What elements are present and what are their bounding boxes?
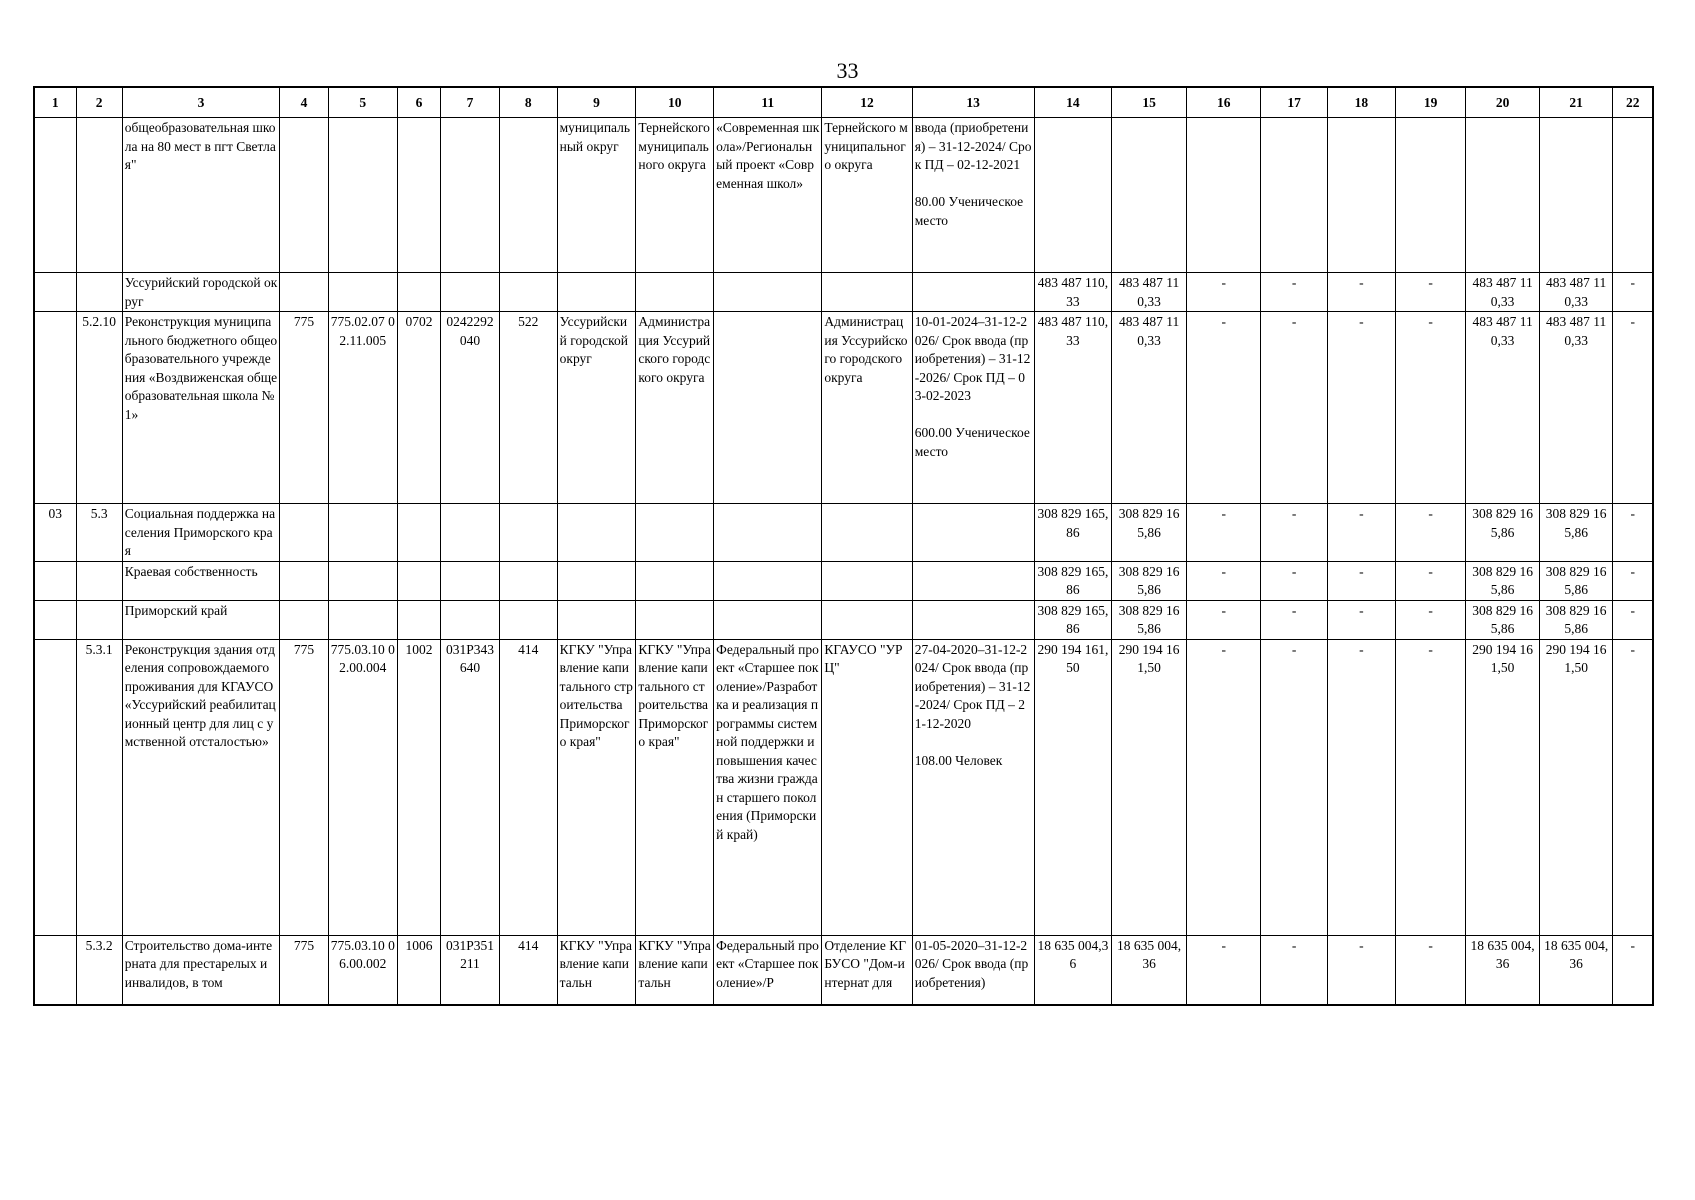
table-cell-col-22 bbox=[1613, 118, 1653, 273]
table-row bbox=[34, 935, 1653, 1005]
table-cell-col-16: - bbox=[1186, 504, 1261, 562]
table-row bbox=[34, 118, 1653, 273]
column-header-10: 10 bbox=[636, 87, 714, 118]
table-cell-col-6 bbox=[397, 504, 440, 562]
column-header-11: 11 bbox=[714, 87, 822, 118]
table-cell-col-16: - bbox=[1186, 561, 1261, 600]
table-cell-col-2: 5.2.10 bbox=[76, 312, 122, 504]
table-cell-col-17: - bbox=[1261, 935, 1327, 1005]
table-cell-col-21: 483 487 110,33 bbox=[1539, 273, 1613, 312]
table-cell-col-18: - bbox=[1327, 639, 1395, 935]
table-cell-col-19: - bbox=[1395, 600, 1465, 639]
table-cell-col-13 bbox=[912, 600, 1034, 639]
table-cell-col-16: - bbox=[1186, 312, 1261, 504]
table-cell-col-21: 308 829 165,86 bbox=[1539, 561, 1613, 600]
table-cell-col-19 bbox=[1395, 118, 1465, 273]
table-cell-col-16: - bbox=[1186, 273, 1261, 312]
table-cell-col-1 bbox=[34, 600, 76, 639]
table-cell-col-14: 308 829 165,86 bbox=[1034, 600, 1112, 639]
table-cell-col-13: 01-05-2020–31-12-2026/ Срок ввода (приобретения) bbox=[912, 935, 1034, 1005]
table-cell-col-20: 308 829 165,86 bbox=[1466, 561, 1540, 600]
table-cell-col-8 bbox=[499, 504, 557, 562]
table-cell-col-10 bbox=[636, 600, 714, 639]
table-cell-col-22: - bbox=[1613, 600, 1653, 639]
table-cell-col-18: - bbox=[1327, 935, 1395, 1005]
table-cell-col-1 bbox=[34, 273, 76, 312]
table-cell-col-8 bbox=[499, 561, 557, 600]
table-cell-col-21: 308 829 165,86 bbox=[1539, 600, 1613, 639]
table-cell-col-20 bbox=[1466, 118, 1540, 273]
table-cell-col-22: - bbox=[1613, 312, 1653, 504]
table-cell-col-20: 483 487 110,33 bbox=[1466, 312, 1540, 504]
column-header-2: 2 bbox=[76, 87, 122, 118]
table-row bbox=[34, 561, 1653, 600]
table-cell-col-1 bbox=[34, 561, 76, 600]
table-header-row bbox=[34, 87, 1653, 118]
table-cell-col-4: 775 bbox=[280, 935, 328, 1005]
table-cell-col-19: - bbox=[1395, 273, 1465, 312]
table-cell-col-3: Уссурийский городской округ bbox=[122, 273, 280, 312]
table-cell-col-8 bbox=[499, 600, 557, 639]
table-cell-col-12 bbox=[822, 561, 912, 600]
table-cell-col-15: 308 829 165,86 bbox=[1112, 600, 1187, 639]
table-cell-col-14 bbox=[1034, 118, 1112, 273]
table-cell-col-12 bbox=[822, 273, 912, 312]
table-cell-col-14: 308 829 165,86 bbox=[1034, 504, 1112, 562]
table-cell-col-22: - bbox=[1613, 504, 1653, 562]
table-row bbox=[34, 312, 1653, 504]
column-header-12: 12 bbox=[822, 87, 912, 118]
table-cell-col-11: «Современная школа»/Региональный проект «Современная школ» bbox=[714, 118, 822, 273]
table-cell-col-18: - bbox=[1327, 312, 1395, 504]
column-header-14: 14 bbox=[1034, 87, 1112, 118]
table-cell-col-15: 308 829 165,86 bbox=[1112, 504, 1187, 562]
table-cell-col-15 bbox=[1112, 118, 1187, 273]
table-cell-col-20: 308 829 165,86 bbox=[1466, 504, 1540, 562]
table-cell-col-16: - bbox=[1186, 935, 1261, 1005]
table-cell-col-9: КГКУ "Управление капитального строительства Приморского края" bbox=[557, 639, 636, 935]
table-cell-col-10 bbox=[636, 504, 714, 562]
table-cell-col-3: Реконструкция здания отделения сопровождаемого проживания для КГАУСО «Уссурийский реабилитационный центр для лиц с умственной отсталостью» bbox=[122, 639, 280, 935]
table-cell-col-14: 483 487 110,33 bbox=[1034, 312, 1112, 504]
table-cell-col-4: 775 bbox=[280, 312, 328, 504]
table-cell-col-6: 1002 bbox=[397, 639, 440, 935]
table-cell-col-15: 290 194 161,50 bbox=[1112, 639, 1187, 935]
table-cell-col-10: Тернейского муниципального округа bbox=[636, 118, 714, 273]
table-cell-col-9 bbox=[557, 504, 636, 562]
table-cell-col-10: КГКУ "Управление капитальн bbox=[636, 935, 714, 1005]
column-header-4: 4 bbox=[280, 87, 328, 118]
table-cell-col-7 bbox=[441, 118, 500, 273]
table-cell-col-15: 18 635 004,36 bbox=[1112, 935, 1187, 1005]
table-cell-col-22: - bbox=[1613, 273, 1653, 312]
table-cell-col-14: 483 487 110,33 bbox=[1034, 273, 1112, 312]
table-cell-col-2 bbox=[76, 600, 122, 639]
table-cell-col-13: ввода (приобретения) – 31-12-2024/ Срок ПД – 02-12-2021 80.00 Ученическое место bbox=[912, 118, 1034, 273]
table-cell-col-9: муниципальный округ bbox=[557, 118, 636, 273]
table-cell-col-5 bbox=[328, 600, 397, 639]
table-cell-col-7: 031Р343640 bbox=[441, 639, 500, 935]
table-cell-col-21: 483 487 110,33 bbox=[1539, 312, 1613, 504]
table-cell-col-18: - bbox=[1327, 504, 1395, 562]
table-cell-col-18 bbox=[1327, 118, 1395, 273]
table-cell-col-5: 775.03.10 06.00.002 bbox=[328, 935, 397, 1005]
column-header-5: 5 bbox=[328, 87, 397, 118]
column-header-22: 22 bbox=[1613, 87, 1653, 118]
column-header-20: 20 bbox=[1466, 87, 1540, 118]
table-cell-col-17: - bbox=[1261, 600, 1327, 639]
table-cell-col-2 bbox=[76, 118, 122, 273]
table-cell-col-22: - bbox=[1613, 561, 1653, 600]
table-cell-col-22: - bbox=[1613, 935, 1653, 1005]
table-cell-col-21: 290 194 161,50 bbox=[1539, 639, 1613, 935]
table-cell-col-19: - bbox=[1395, 561, 1465, 600]
table-cell-col-5 bbox=[328, 273, 397, 312]
table-cell-col-16 bbox=[1186, 118, 1261, 273]
column-header-9: 9 bbox=[557, 87, 636, 118]
table-cell-col-8: 414 bbox=[499, 639, 557, 935]
table-cell-col-16: - bbox=[1186, 639, 1261, 935]
table-cell-col-11: Федеральный проект «Старшее поколение»/Р bbox=[714, 935, 822, 1005]
table-cell-col-3: Строительство дома-интерната для престарелых и инвалидов, в том bbox=[122, 935, 280, 1005]
table-cell-col-5 bbox=[328, 561, 397, 600]
table-cell-col-4 bbox=[280, 561, 328, 600]
table-cell-col-5 bbox=[328, 118, 397, 273]
table-cell-col-4: 775 bbox=[280, 639, 328, 935]
table-cell-col-4 bbox=[280, 504, 328, 562]
table-row bbox=[34, 504, 1653, 562]
table-cell-col-9 bbox=[557, 600, 636, 639]
table-cell-col-3: общеобразовательная школа на 80 мест в пгт Светлая" bbox=[122, 118, 280, 273]
table-cell-col-12 bbox=[822, 600, 912, 639]
table-cell-col-6: 0702 bbox=[397, 312, 440, 504]
table-cell-col-9 bbox=[557, 561, 636, 600]
table-cell-col-3: Приморский край bbox=[122, 600, 280, 639]
column-header-18: 18 bbox=[1327, 87, 1395, 118]
table-cell-col-4 bbox=[280, 600, 328, 639]
table-cell-col-7 bbox=[441, 561, 500, 600]
table-cell-col-1 bbox=[34, 935, 76, 1005]
table-cell-col-4 bbox=[280, 273, 328, 312]
table-cell-col-20: 308 829 165,86 bbox=[1466, 600, 1540, 639]
table-cell-col-12: КГАУСО "УРЦ" bbox=[822, 639, 912, 935]
table-cell-col-6 bbox=[397, 561, 440, 600]
table-cell-col-9: Уссурийский городской округ bbox=[557, 312, 636, 504]
column-header-21: 21 bbox=[1539, 87, 1613, 118]
table-cell-col-17: - bbox=[1261, 312, 1327, 504]
table-cell-col-3: Краевая собственность bbox=[122, 561, 280, 600]
table-cell-col-11: Федеральный проект «Старшее поколение»/Разработка и реализация программы системной поддержки и повышения качества жизни граждан старшего поколения (Приморский край) bbox=[714, 639, 822, 935]
table-cell-col-17: - bbox=[1261, 639, 1327, 935]
column-header-1: 1 bbox=[34, 87, 76, 118]
table-cell-col-2: 5.3.1 bbox=[76, 639, 122, 935]
table-cell-col-15: 483 487 110,33 bbox=[1112, 273, 1187, 312]
table-cell-col-7 bbox=[441, 504, 500, 562]
table-cell-col-13 bbox=[912, 561, 1034, 600]
table-cell-col-14: 290 194 161,50 bbox=[1034, 639, 1112, 935]
table-cell-col-6 bbox=[397, 273, 440, 312]
table-cell-col-15: 308 829 165,86 bbox=[1112, 561, 1187, 600]
table-cell-col-14: 308 829 165,86 bbox=[1034, 561, 1112, 600]
budget-table bbox=[33, 86, 1654, 1006]
table-cell-col-2: 5.3.2 bbox=[76, 935, 122, 1005]
table-cell-col-11 bbox=[714, 561, 822, 600]
table-cell-col-12 bbox=[822, 504, 912, 562]
table-cell-col-8: 414 bbox=[499, 935, 557, 1005]
table-row bbox=[34, 639, 1653, 935]
table-cell-col-18: - bbox=[1327, 273, 1395, 312]
column-header-16: 16 bbox=[1186, 87, 1261, 118]
column-header-6: 6 bbox=[397, 87, 440, 118]
page-number: 33 bbox=[836, 58, 859, 83]
table-cell-col-7: 031Р351211 bbox=[441, 935, 500, 1005]
table-cell-col-8 bbox=[499, 273, 557, 312]
table-cell-col-3: Социальная поддержка населения Приморского края bbox=[122, 504, 280, 562]
table-cell-col-5: 775.02.07 02.11.005 bbox=[328, 312, 397, 504]
column-header-19: 19 bbox=[1395, 87, 1465, 118]
table-cell-col-6: 1006 bbox=[397, 935, 440, 1005]
table-cell-col-9 bbox=[557, 273, 636, 312]
table-cell-col-6 bbox=[397, 600, 440, 639]
table-cell-col-13 bbox=[912, 273, 1034, 312]
table-body bbox=[34, 118, 1653, 1006]
table-cell-col-21: 308 829 165,86 bbox=[1539, 504, 1613, 562]
table-cell-col-17: - bbox=[1261, 504, 1327, 562]
table-cell-col-18: - bbox=[1327, 600, 1395, 639]
table-cell-col-21: 18 635 004,36 bbox=[1539, 935, 1613, 1005]
table-cell-col-2 bbox=[76, 561, 122, 600]
column-header-13: 13 bbox=[912, 87, 1034, 118]
table-cell-col-2: 5.3 bbox=[76, 504, 122, 562]
table-cell-col-11 bbox=[714, 600, 822, 639]
table-cell-col-15: 483 487 110,33 bbox=[1112, 312, 1187, 504]
table-cell-col-17: - bbox=[1261, 273, 1327, 312]
table-cell-col-17: - bbox=[1261, 561, 1327, 600]
table-cell-col-3: Реконструкция муниципального бюджетного общеобразовательного учреждения «Воздвиженская общеобразовательная школа № 1» bbox=[122, 312, 280, 504]
table-cell-col-4 bbox=[280, 118, 328, 273]
table-cell-col-10: Администрация Уссурийского городского округа bbox=[636, 312, 714, 504]
table-cell-col-9: КГКУ "Управление капитальн bbox=[557, 935, 636, 1005]
table-cell-col-2 bbox=[76, 273, 122, 312]
table-cell-col-22: - bbox=[1613, 639, 1653, 935]
table-cell-col-20: 18 635 004,36 bbox=[1466, 935, 1540, 1005]
table-cell-col-19: - bbox=[1395, 504, 1465, 562]
table-cell-col-1: 03 bbox=[34, 504, 76, 562]
column-header-8: 8 bbox=[499, 87, 557, 118]
table-cell-col-16: - bbox=[1186, 600, 1261, 639]
column-header-3: 3 bbox=[122, 87, 280, 118]
table-cell-col-1 bbox=[34, 118, 76, 273]
column-header-17: 17 bbox=[1261, 87, 1327, 118]
table-cell-col-18: - bbox=[1327, 561, 1395, 600]
table-cell-col-19: - bbox=[1395, 639, 1465, 935]
table-cell-col-20: 290 194 161,50 bbox=[1466, 639, 1540, 935]
table-cell-col-13: 27-04-2020–31-12-2024/ Срок ввода (приобретения) – 31-12-2024/ Срок ПД – 21-12-2020 108.00 Человек bbox=[912, 639, 1034, 935]
table-cell-col-7: 0242292040 bbox=[441, 312, 500, 504]
table-cell-col-20: 483 487 110,33 bbox=[1466, 273, 1540, 312]
table-cell-col-13: 10-01-2024–31-12-2026/ Срок ввода (приобретения) – 31-12-2026/ Срок ПД – 03-02-2023 600.00 Ученическое место bbox=[912, 312, 1034, 504]
table-cell-col-10 bbox=[636, 561, 714, 600]
table-cell-col-7 bbox=[441, 273, 500, 312]
column-header-7: 7 bbox=[441, 87, 500, 118]
table-cell-col-12: Тернейского муниципального округа bbox=[822, 118, 912, 273]
table-cell-col-13 bbox=[912, 504, 1034, 562]
table-cell-col-14: 18 635 004,36 bbox=[1034, 935, 1112, 1005]
table-cell-col-7 bbox=[441, 600, 500, 639]
table-cell-col-21 bbox=[1539, 118, 1613, 273]
table-cell-col-19: - bbox=[1395, 935, 1465, 1005]
table-cell-col-17 bbox=[1261, 118, 1327, 273]
table-cell-col-5: 775.03.10 02.00.004 bbox=[328, 639, 397, 935]
table-cell-col-8: 522 bbox=[499, 312, 557, 504]
table-cell-col-1 bbox=[34, 639, 76, 935]
table-row bbox=[34, 600, 1653, 639]
table-cell-col-19: - bbox=[1395, 312, 1465, 504]
column-header-15: 15 bbox=[1112, 87, 1187, 118]
table-cell-col-10 bbox=[636, 273, 714, 312]
table-cell-col-12: Отделение КГБУСО "Дом-интернат для bbox=[822, 935, 912, 1005]
table-cell-col-10: КГКУ "Управление капитального строительства Приморского края" bbox=[636, 639, 714, 935]
table-cell-col-1 bbox=[34, 312, 76, 504]
table-cell-col-6 bbox=[397, 118, 440, 273]
table-cell-col-12: Администрация Уссурийского городского округа bbox=[822, 312, 912, 504]
table-row bbox=[34, 273, 1653, 312]
table-cell-col-11 bbox=[714, 273, 822, 312]
table-cell-col-11 bbox=[714, 504, 822, 562]
table-cell-col-11 bbox=[714, 312, 822, 504]
table-cell-col-8 bbox=[499, 118, 557, 273]
table-cell-col-5 bbox=[328, 504, 397, 562]
